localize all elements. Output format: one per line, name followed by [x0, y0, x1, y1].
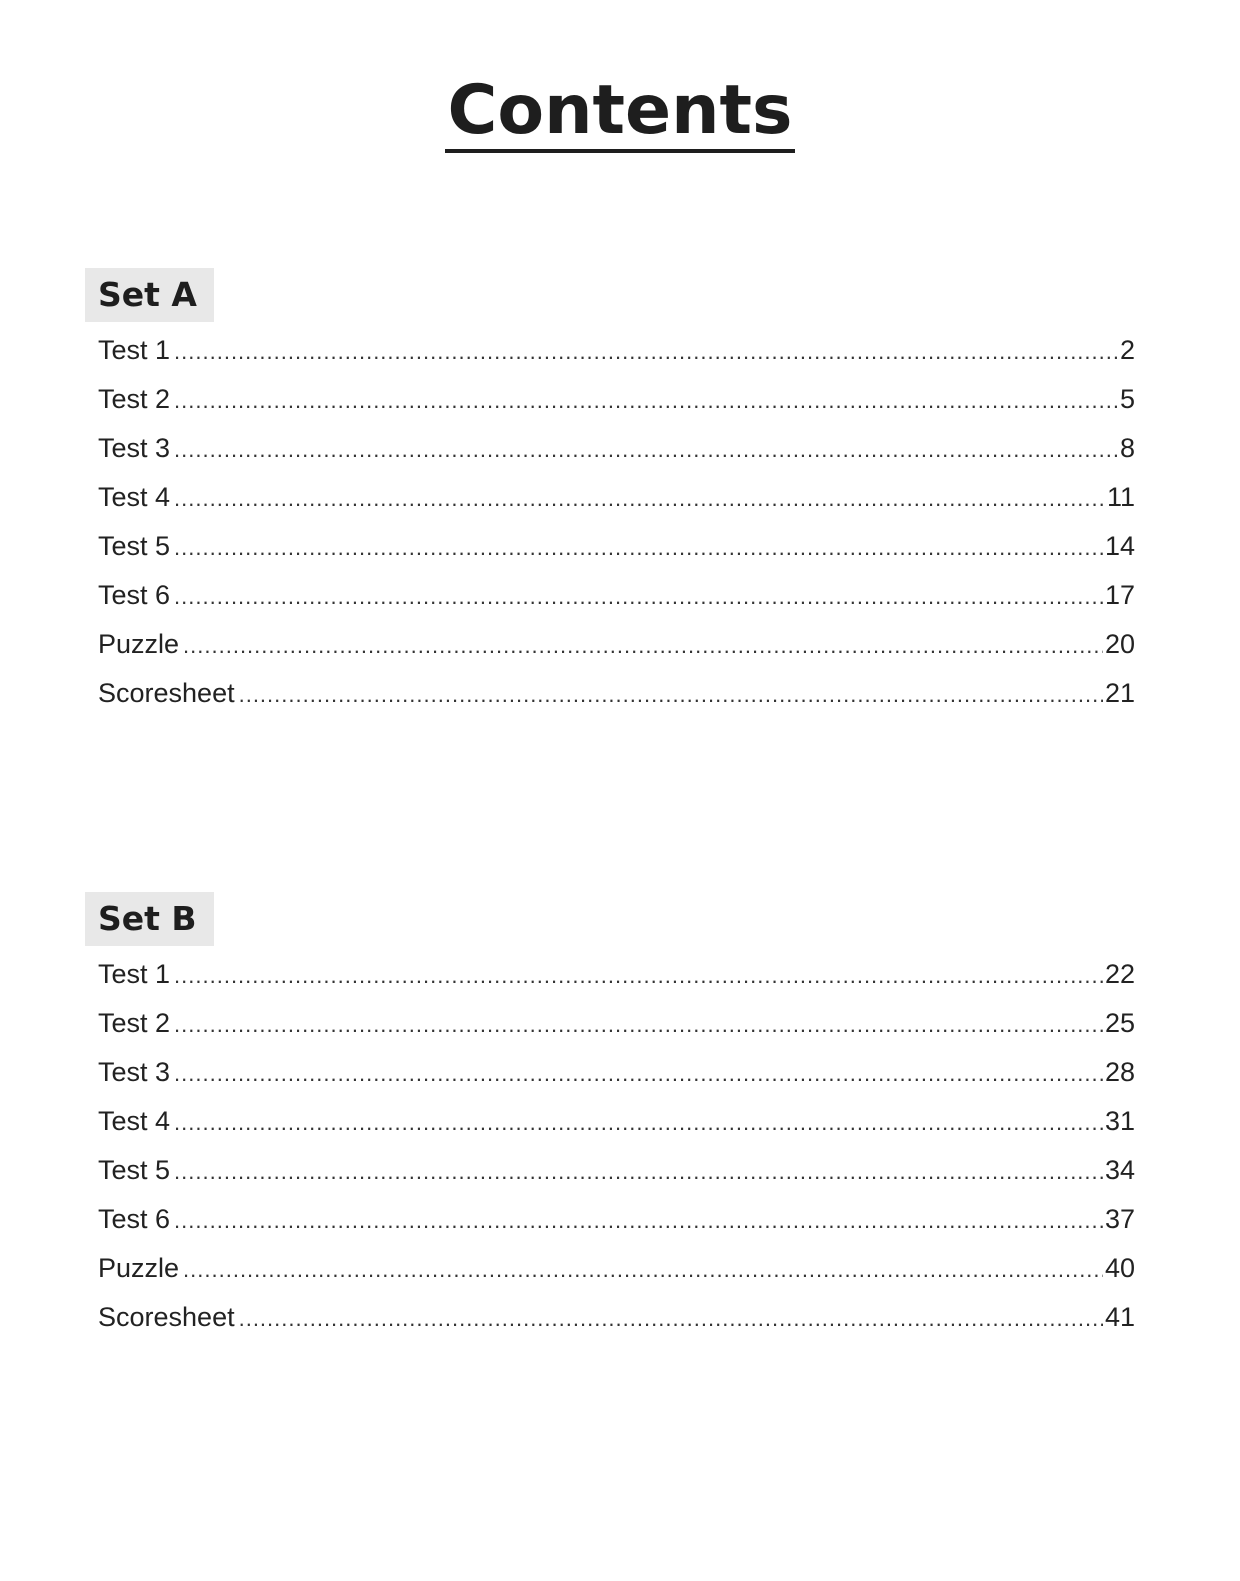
dot-leader — [174, 327, 1118, 376]
dot-leader — [174, 1049, 1103, 1098]
toc-entry-page: 5 — [1119, 384, 1135, 414]
set-a-toc-list — [85, 326, 1135, 718]
toc-entry-page: 2 — [1119, 335, 1135, 365]
toc-entry-page: 28 — [1104, 1057, 1135, 1087]
toc-entry[interactable] — [85, 620, 1135, 669]
toc-entry[interactable] — [85, 1293, 1135, 1342]
dot-leader — [239, 670, 1103, 719]
toc-entry[interactable] — [85, 1048, 1135, 1097]
dot-leader — [174, 425, 1118, 474]
toc-entry[interactable] — [85, 1097, 1135, 1146]
toc-entry-page: 25 — [1104, 1008, 1135, 1038]
toc-entry[interactable] — [85, 375, 1135, 424]
dot-leader — [174, 523, 1103, 572]
toc-entry-label: Scoresheet — [98, 678, 235, 708]
section-set-b — [85, 892, 1135, 1342]
toc-entry-page: 40 — [1104, 1253, 1135, 1283]
toc-entry[interactable] — [85, 1195, 1135, 1244]
toc-entry-page: 31 — [1104, 1106, 1135, 1136]
toc-entry[interactable] — [85, 522, 1135, 571]
toc-entry-page: 41 — [1104, 1302, 1135, 1332]
toc-entry[interactable] — [85, 1244, 1135, 1293]
dot-leader — [174, 376, 1118, 425]
dot-leader — [174, 1147, 1103, 1196]
dot-leader — [174, 951, 1103, 1000]
toc-entry-label: Test 6 — [98, 1204, 171, 1234]
toc-entry-page: 17 — [1104, 580, 1135, 610]
toc-entry-label: Puzzle — [98, 629, 180, 659]
toc-entry-page: 11 — [1106, 482, 1135, 512]
dot-leader — [174, 1000, 1103, 1049]
toc-entry[interactable] — [85, 571, 1135, 620]
toc-entry[interactable] — [85, 669, 1135, 718]
toc-entry-page: 22 — [1104, 959, 1135, 989]
toc-entry[interactable] — [85, 326, 1135, 375]
toc-entry-page: 14 — [1104, 531, 1135, 561]
toc-entry-label: Test 6 — [98, 580, 171, 610]
toc-entry-label: Test 1 — [98, 335, 171, 365]
dot-leader — [174, 474, 1105, 523]
toc-entry-label: Test 5 — [98, 531, 171, 561]
toc-entry-page: 34 — [1104, 1155, 1135, 1185]
toc-entry-label: Test 1 — [98, 959, 171, 989]
toc-entry-label: Test 2 — [98, 384, 171, 414]
toc-entry-page: 20 — [1104, 629, 1135, 659]
toc-entry-label: Puzzle — [98, 1253, 180, 1283]
toc-entry[interactable] — [85, 424, 1135, 473]
set-b-toc-list — [85, 950, 1135, 1342]
toc-entry-label: Test 3 — [98, 433, 171, 463]
dot-leader — [174, 1196, 1103, 1245]
toc-entry-label: Test 3 — [98, 1057, 171, 1087]
toc-entry-page: 8 — [1119, 433, 1135, 463]
toc-entry[interactable] — [85, 473, 1135, 522]
dot-leader — [239, 1294, 1103, 1343]
dot-leader — [183, 621, 1103, 670]
dot-leader — [183, 1245, 1103, 1294]
page-title — [0, 66, 1240, 156]
toc-entry-page: 21 — [1104, 678, 1135, 708]
toc-entry-label: Test 2 — [98, 1008, 171, 1038]
set-a-heading: Set A — [85, 268, 214, 322]
dot-leader — [174, 1098, 1103, 1147]
toc-entry-label: Test 5 — [98, 1155, 171, 1185]
set-b-heading: Set B — [85, 892, 214, 946]
toc-entry[interactable] — [85, 950, 1135, 999]
toc-entry[interactable] — [85, 999, 1135, 1048]
toc-entry-label: Test 4 — [98, 1106, 171, 1136]
section-set-a — [85, 268, 1135, 718]
toc-entry-page: 37 — [1104, 1204, 1135, 1234]
dot-leader — [174, 572, 1103, 621]
toc-entry[interactable] — [85, 1146, 1135, 1195]
toc-entry-label: Scoresheet — [98, 1302, 235, 1332]
toc-entry-label: Test 4 — [98, 482, 171, 512]
page-title-text: Contents — [445, 75, 794, 153]
